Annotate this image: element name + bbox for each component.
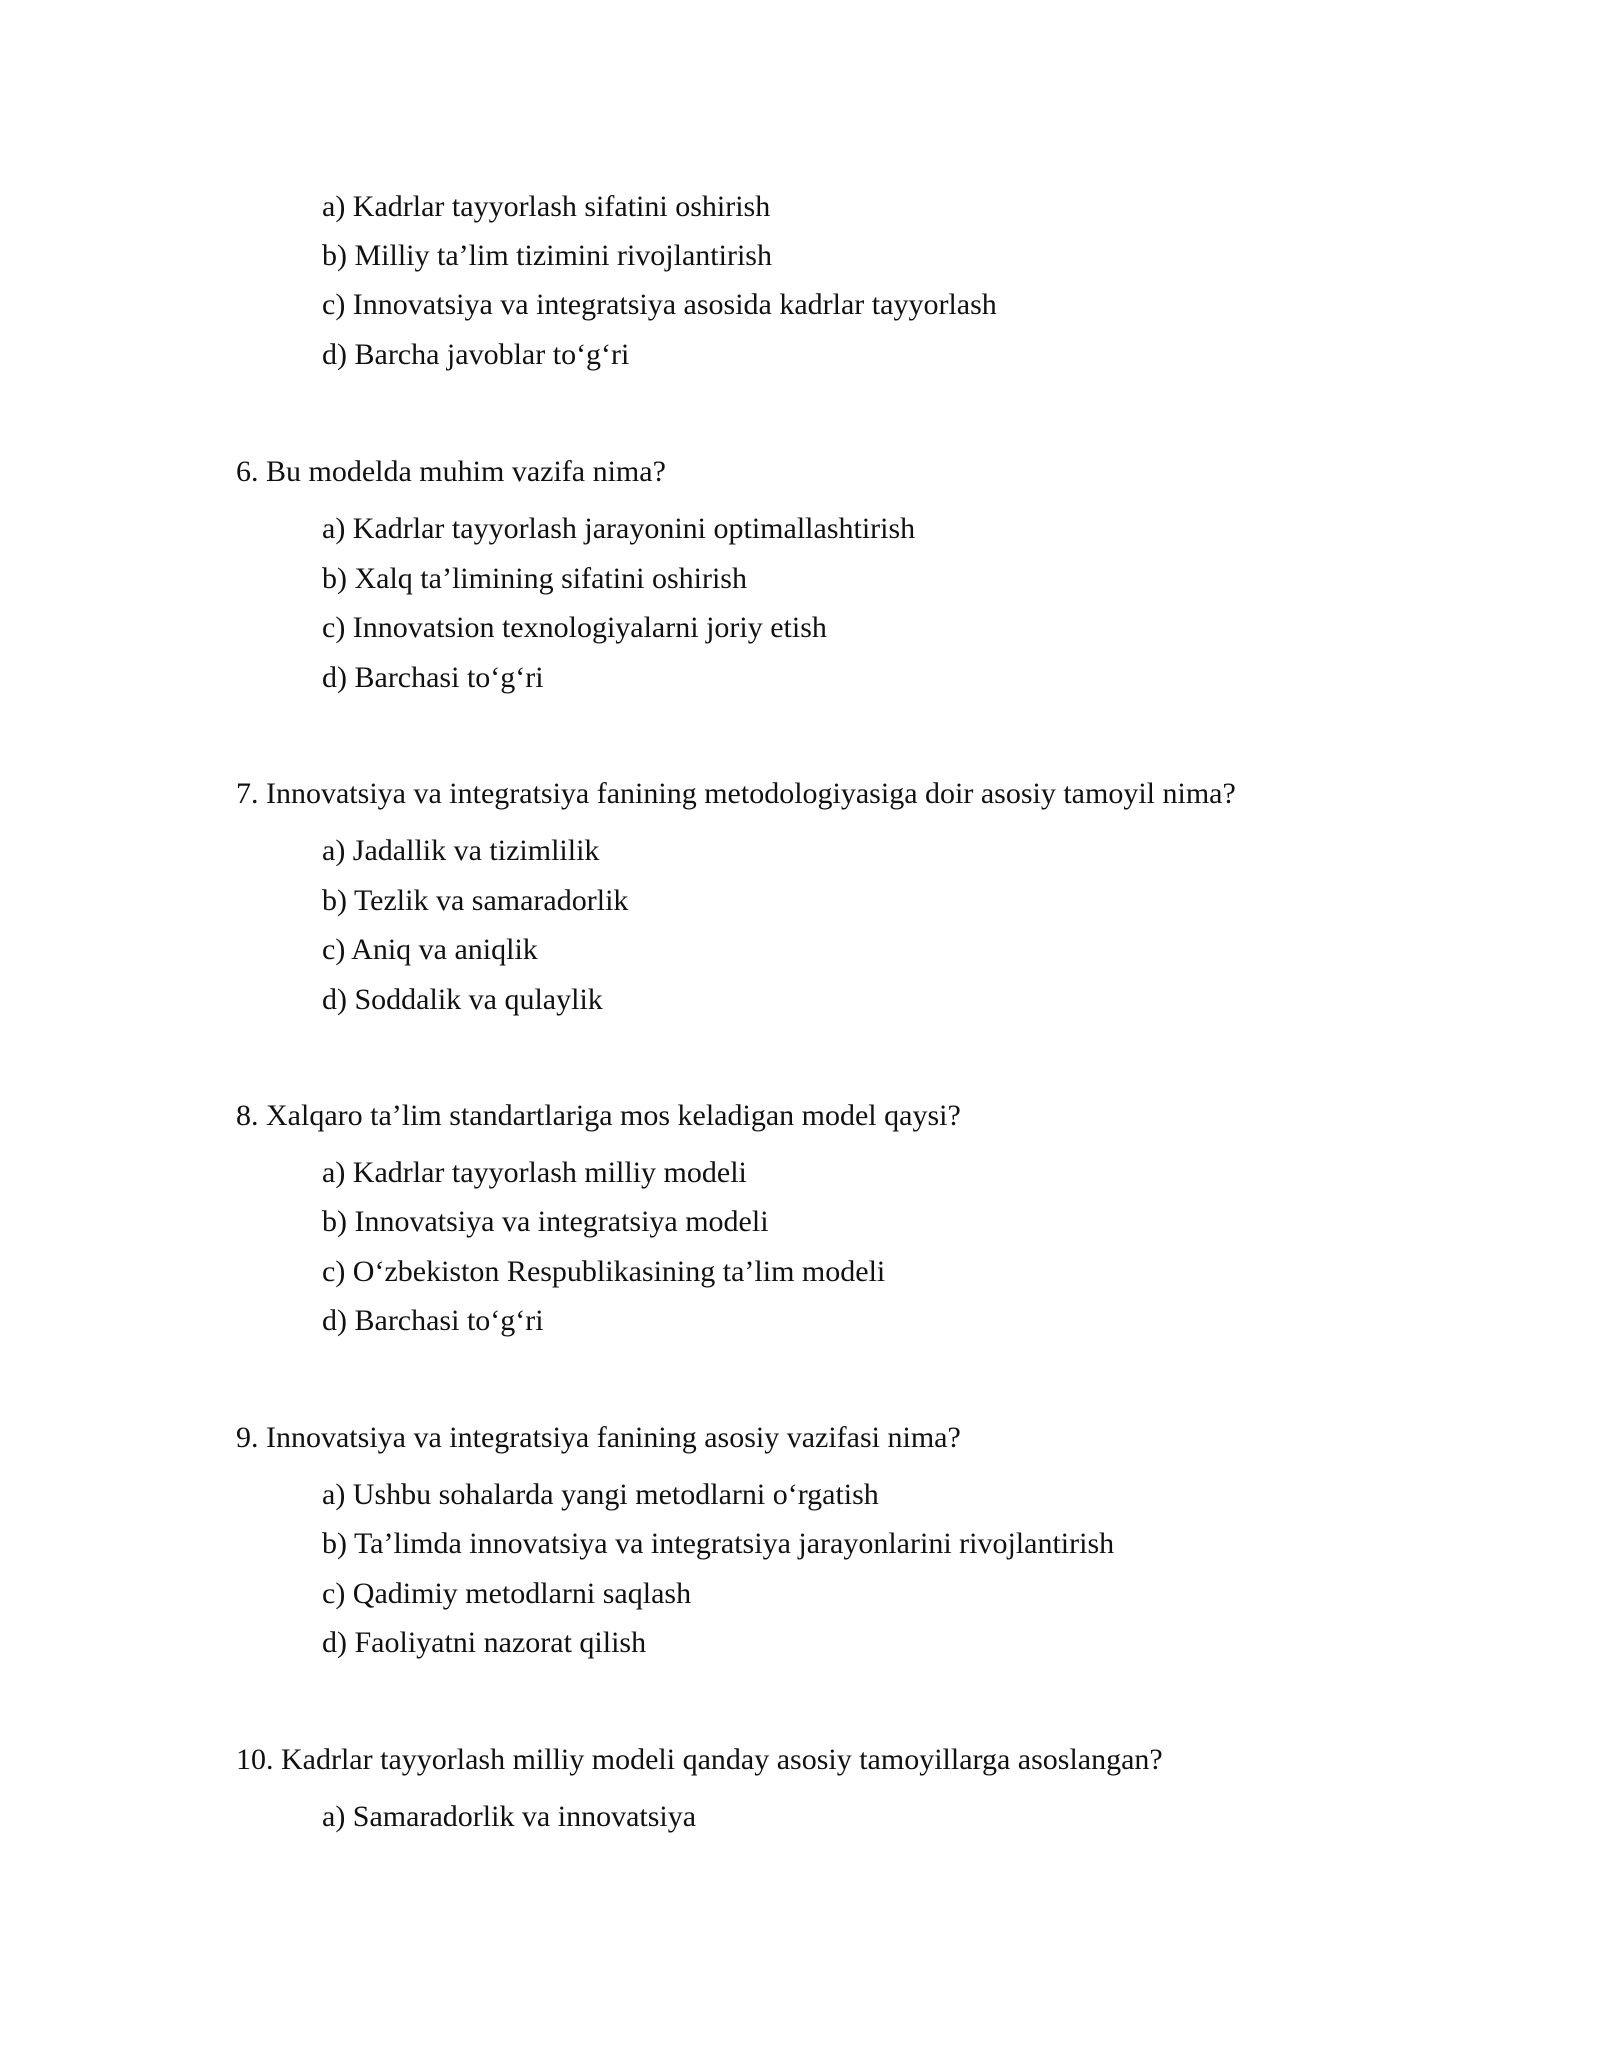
question-9: 9. Innovatsiya va integratsiya fanining asosiy vazifasi nima? [236, 1421, 961, 1454]
option-d: d) Barcha javoblar to‘g‘ri [322, 338, 630, 371]
option-c: c) Innovatsion texnologiyalarni joriy etish [322, 611, 827, 644]
option-b: b) Xalq ta’limining sifatini oshirish [322, 562, 747, 595]
option-b: b) Ta’limda innovatsiya va integratsiya jarayonlarini rivojlantirish [322, 1527, 1115, 1560]
option-d: d) Soddalik va qulaylik [322, 983, 603, 1016]
option-a: a) Kadrlar tayyorlash sifatini oshirish [322, 190, 771, 223]
question-10: 10. Kadrlar tayyorlash milliy modeli qanday asosiy tamoyillarga asoslangan? [236, 1743, 1163, 1776]
question-7: 7. Innovatsiya va integratsiya fanining metodologiyasiga doir asosiy tamoyil nima? [236, 777, 1236, 810]
option-a: a) Kadrlar tayyorlash milliy modeli [322, 1156, 747, 1189]
option-a: a) Jadallik va tizimlilik [322, 834, 600, 867]
option-b: b) Tezlik va samaradorlik [322, 884, 629, 917]
option-c: c) Innovatsiya va integratsiya asosida kadrlar tayyorlash [322, 288, 997, 321]
question-8: 8. Xalqaro ta’lim standartlariga mos keladigan model qaysi? [236, 1099, 961, 1132]
option-c: c) O‘zbekiston Respublikasining ta’lim modeli [322, 1255, 886, 1288]
option-b: b) Innovatsiya va integratsiya modeli [322, 1205, 769, 1238]
option-d: d) Faoliyatni nazorat qilish [322, 1626, 647, 1659]
option-a: a) Ushbu sohalarda yangi metodlarni o‘rgatish [322, 1478, 879, 1511]
option-c: c) Qadimiy metodlarni saqlash [322, 1577, 692, 1610]
option-a: a) Samaradorlik va innovatsiya [322, 1800, 697, 1833]
option-b: b) Milliy ta’lim tizimini rivojlantirish [322, 239, 772, 272]
option-c: c) Aniq va aniqlik [322, 933, 538, 966]
question-6: 6. Bu modelda muhim vazifa nima? [236, 455, 666, 488]
option-a: a) Kadrlar tayyorlash jarayonini optimallashtirish [322, 512, 916, 545]
option-d: d) Barchasi to‘g‘ri [322, 661, 544, 694]
option-d: d) Barchasi to‘g‘ri [322, 1304, 544, 1337]
